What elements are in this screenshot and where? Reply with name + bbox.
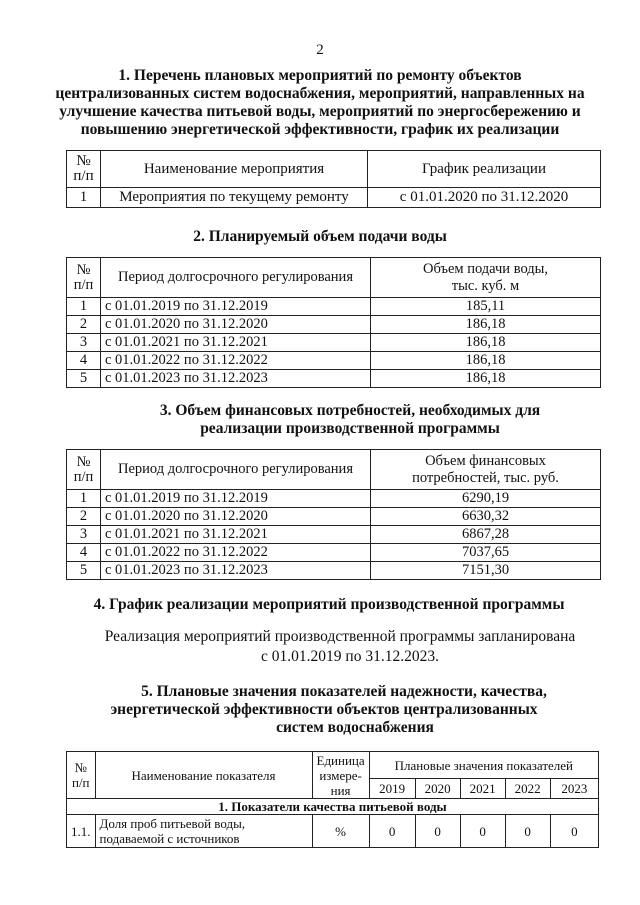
cell-value: 6630,32 xyxy=(371,508,601,526)
page-number: 2 xyxy=(316,42,324,58)
table-row xyxy=(67,334,601,352)
table-row xyxy=(67,370,601,388)
section3-title-line: реализации производственной программы xyxy=(200,420,500,437)
cell-value: 6867,28 xyxy=(371,526,601,544)
cell-period: с 01.01.2021 по 31.12.2021 xyxy=(101,334,371,352)
cell-num: 2 xyxy=(67,316,101,334)
cell-num: 5 xyxy=(67,562,101,580)
financial-needs-table xyxy=(66,449,601,580)
header-period: Период долгосрочного регулирования xyxy=(101,258,371,298)
cell-activity-name: Мероприятия по текущему ремонту xyxy=(101,188,368,208)
cell-indicator-name: Доля проб питьевой воды, подаваемой с источников xyxy=(95,815,312,848)
cell-year-value: 0 xyxy=(460,815,505,848)
cell-num: 4 xyxy=(67,352,101,370)
header-year: 2019 xyxy=(369,779,415,799)
header-year: 2022 xyxy=(505,779,550,799)
section5-title-line: энергетической эффективности объектов централизованных xyxy=(110,701,538,718)
table-row xyxy=(67,526,601,544)
cell-year-value: 0 xyxy=(550,815,598,848)
cell-period: с 01.01.2023 по 31.12.2023 xyxy=(101,370,371,388)
cell-period: с 01.01.2021 по 31.12.2021 xyxy=(101,526,371,544)
cell-num: 2 xyxy=(67,508,101,526)
table-row xyxy=(67,352,601,370)
cell-year-value: 0 xyxy=(505,815,550,848)
header-indicator-name: Наименование показателя xyxy=(95,752,312,799)
cell-value: 186,18 xyxy=(371,352,601,370)
section1-title-line: повышению энергетической эффективности, график их реализации xyxy=(80,121,560,138)
section4-text xyxy=(0,627,640,667)
header-year: 2021 xyxy=(460,779,505,799)
cell-value: 185,11 xyxy=(371,298,601,316)
cell-num: 3 xyxy=(67,526,101,544)
cell-period: с 01.01.2023 по 31.12.2023 xyxy=(101,562,371,580)
header-period: Период долгосрочного регулирования xyxy=(101,450,371,490)
header-unit: Единица измере- ния xyxy=(312,752,369,799)
cell-period: с 01.01.2019 по 31.12.2019 xyxy=(101,490,371,508)
header-planned-values: Плановые значения показателей xyxy=(369,752,598,779)
cell-num: 4 xyxy=(67,544,101,562)
cell-num: 1 xyxy=(67,188,101,208)
cell-value: 6290,19 xyxy=(371,490,601,508)
header-activity-name: Наименование мероприятия xyxy=(101,151,368,188)
cell-num: 5 xyxy=(67,370,101,388)
table-row xyxy=(67,188,601,208)
section3-title xyxy=(0,402,640,438)
cell-value: 7037,65 xyxy=(371,544,601,562)
cell-unit: % xyxy=(312,815,369,848)
section5-title-line: систем водоснабжения xyxy=(276,719,434,736)
cell-period: с 01.01.2020 по 31.12.2020 xyxy=(101,508,371,526)
header-schedule: График реализации xyxy=(368,151,601,188)
table-row xyxy=(67,316,601,334)
section5-title xyxy=(0,683,640,737)
water-volume-table xyxy=(66,257,601,388)
cell-value: 186,18 xyxy=(371,316,601,334)
cell-period: с 01.01.2022 по 31.12.2022 xyxy=(101,352,371,370)
cell-year-value: 0 xyxy=(415,815,460,848)
header-water-volume: Объем подачи воды, тыс. куб. м xyxy=(371,258,601,298)
cell-num: 1 xyxy=(67,490,101,508)
table-row xyxy=(67,544,601,562)
section1-title-line: улучшение качества питьевой воды, мероприятий по энергосбережению и xyxy=(59,103,581,120)
section3-title-line: 3. Объем финансовых потребностей, необходимых для xyxy=(159,402,541,419)
section4-text-line: с 01.01.2019 по 31.12.2023. xyxy=(261,648,439,665)
cell-value: 186,18 xyxy=(371,334,601,352)
header-year: 2023 xyxy=(550,779,598,799)
header-num: № п/п xyxy=(67,450,101,490)
header-num: № п/п xyxy=(67,258,101,298)
group-title: 1. Показатели качества питьевой воды xyxy=(67,799,599,815)
cell-value: 7151,30 xyxy=(371,562,601,580)
cell-period: с 01.01.2019 по 31.12.2019 xyxy=(101,298,371,316)
table-row xyxy=(67,562,601,580)
cell-num: 3 xyxy=(67,334,101,352)
cell-value: 186,18 xyxy=(371,370,601,388)
header-num: № п/п xyxy=(67,752,96,799)
table-row xyxy=(67,815,599,848)
header-year: 2020 xyxy=(415,779,460,799)
table-row xyxy=(67,490,601,508)
activities-table xyxy=(66,150,601,208)
header-num: № п/п xyxy=(67,151,101,188)
cell-year-value: 0 xyxy=(369,815,415,848)
cell-num: 1.1. xyxy=(67,815,96,848)
section4-text-line: Реализация мероприятий производственной программы запланирована xyxy=(104,628,576,645)
cell-period: с 01.01.2022 по 31.12.2022 xyxy=(101,544,371,562)
cell-schedule: с 01.01.2020 по 31.12.2020 xyxy=(368,188,601,208)
section2-title: 2. Планируемый объем подачи воды xyxy=(193,228,447,245)
cell-num: 1 xyxy=(67,298,101,316)
cell-period: с 01.01.2020 по 31.12.2020 xyxy=(101,316,371,334)
section5-title-line: 5. Плановые значения показателей надежности, качества, xyxy=(141,683,547,700)
header-financial-needs: Объем финансовых потребностей, тыс. руб. xyxy=(371,450,601,490)
section1-title-line: централизованных систем водоснабжения, мероприятий, направленных на xyxy=(55,85,585,102)
section1-title xyxy=(0,67,640,139)
section4-title: 4. График реализации мероприятий производственной программы xyxy=(93,596,565,613)
table-row xyxy=(67,508,601,526)
indicators-table xyxy=(66,751,599,848)
table-row xyxy=(67,298,601,316)
section1-title-line: 1. Перечень плановых мероприятий по ремонту объектов xyxy=(118,67,522,84)
